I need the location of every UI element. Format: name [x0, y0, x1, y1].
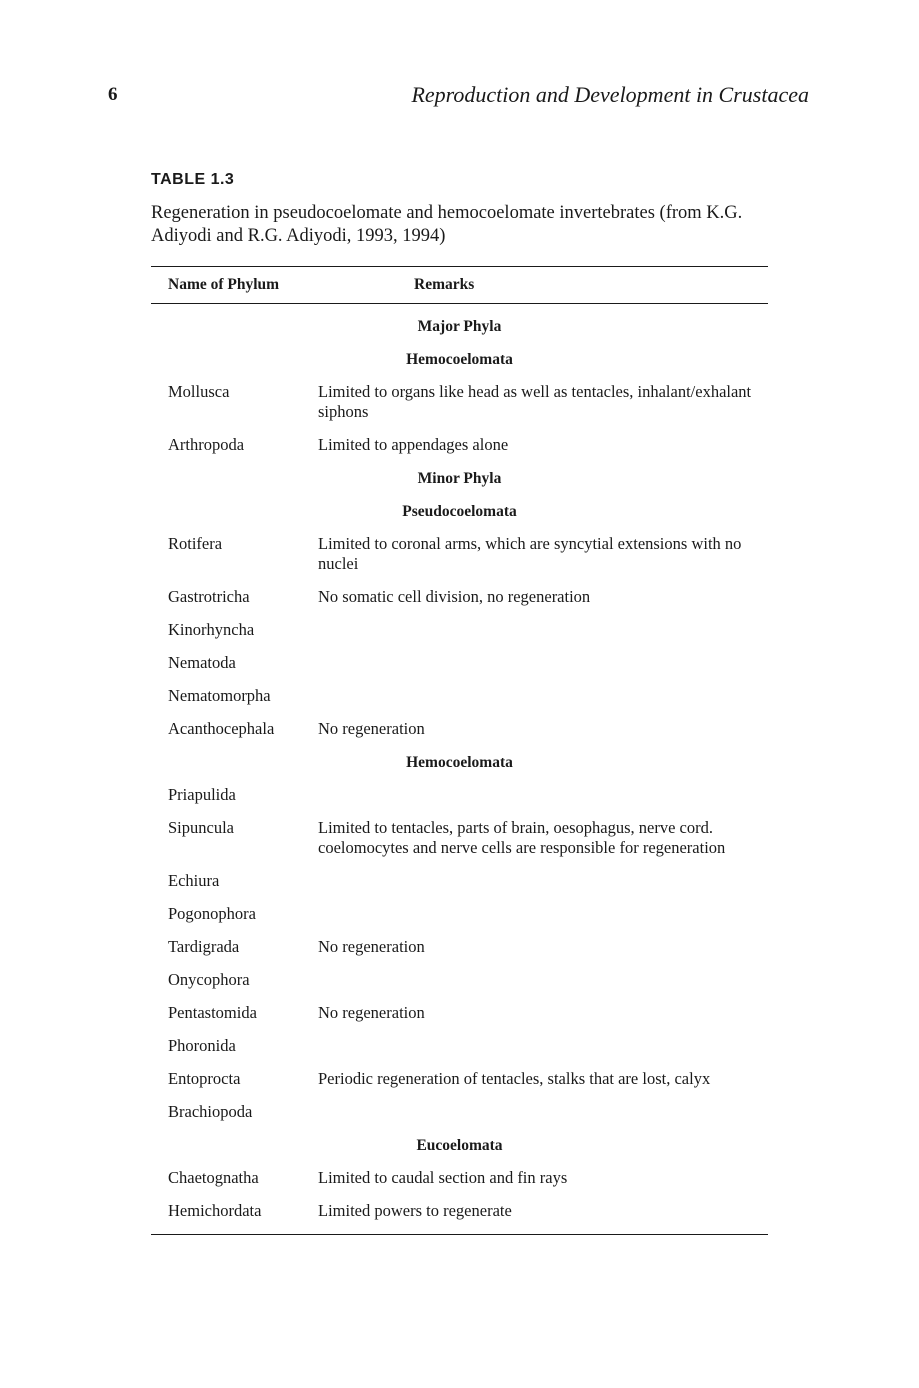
phylum-cell: Priapulida — [168, 785, 236, 804]
table-row — [151, 534, 768, 587]
remarks-cell: Limited to organs like head as well as tentacles, inhalant/exhalant siphons — [318, 382, 752, 421]
section-title: Eucoelomata — [416, 1137, 503, 1154]
table-row — [151, 1201, 768, 1234]
phylum-cell: Pentastomida — [168, 1003, 257, 1022]
table-row — [151, 1036, 768, 1069]
phylum-cell: Sipuncula — [168, 818, 234, 837]
phylum-cell: Entoprocta — [168, 1069, 241, 1088]
table-row — [151, 818, 768, 871]
remarks-cell: Limited to caudal section and fin rays — [318, 1168, 568, 1187]
table-row — [151, 435, 768, 468]
phylum-cell: Echiura — [168, 871, 220, 890]
phylum-cell: Kinorhyncha — [168, 620, 255, 639]
phylum-cell: Rotifera — [168, 534, 223, 553]
remarks-cell: No somatic cell division, no regeneration — [318, 587, 591, 606]
section-title: Major Phyla — [417, 318, 502, 335]
remarks-cell — [318, 1102, 768, 1135]
table-row — [151, 1102, 768, 1135]
phylum-cell: Tardigrada — [168, 937, 240, 956]
section-title: Hemocoelomata — [406, 754, 513, 771]
table-section-row — [151, 501, 768, 534]
running-title: Reproduction and Development in Crustacea — [411, 82, 809, 107]
table-section-row — [151, 752, 768, 785]
phylum-cell: Phoronida — [168, 1036, 236, 1055]
phylum-cell: Gastrotricha — [168, 587, 250, 606]
column-header-remarks: Remarks — [414, 276, 475, 293]
phylum-cell: Onycophora — [168, 970, 250, 989]
table-section-row — [151, 1135, 768, 1168]
phylum-cell: Chaetognatha — [168, 1168, 259, 1187]
remarks-cell: Limited to coronal arms, which are syncytial extensions with no nuclei — [318, 534, 742, 573]
table-section-row — [151, 349, 768, 382]
phylum-cell: Mollusca — [168, 382, 230, 401]
table-row — [151, 620, 768, 653]
remarks-cell — [318, 653, 768, 686]
table-row — [151, 1069, 768, 1102]
phylum-cell: Arthropoda — [168, 435, 245, 454]
table-header-rule — [151, 303, 768, 304]
table-body — [151, 316, 768, 1234]
table-top-rule — [151, 266, 768, 267]
table-row — [151, 719, 768, 752]
remarks-cell — [318, 620, 768, 653]
table-label: TABLE 1.3 — [151, 171, 235, 188]
phylum-cell: Pogonophora — [168, 904, 256, 923]
remarks-cell: Limited to appendages alone — [318, 435, 509, 454]
remarks-cell: Periodic regeneration of tentacles, stalks that are lost, calyx — [318, 1069, 711, 1088]
remarks-cell — [318, 785, 768, 818]
remarks-cell: No regeneration — [318, 937, 425, 956]
remarks-cell: No regeneration — [318, 1003, 425, 1022]
phylum-cell: Nematoda — [168, 653, 236, 672]
remarks-cell: Limited powers to regenerate — [318, 1201, 512, 1220]
table-section-row — [151, 468, 768, 501]
remarks-cell — [318, 904, 768, 937]
remarks-cell — [318, 1036, 768, 1069]
table-row — [151, 785, 768, 818]
table-row — [151, 587, 768, 620]
table-row — [151, 382, 768, 435]
column-header-phylum: Name of Phylum — [168, 276, 280, 293]
table-row — [151, 871, 768, 904]
remarks-cell — [318, 686, 768, 719]
phylum-cell: Nematomorpha — [168, 686, 271, 705]
table-row — [151, 1168, 768, 1201]
remarks-cell: No regeneration — [318, 719, 425, 738]
section-title: Hemocoelomata — [406, 351, 513, 368]
phylum-cell: Hemichordata — [168, 1201, 262, 1220]
table-row — [151, 653, 768, 686]
remarks-cell — [318, 970, 768, 1003]
table-row — [151, 970, 768, 1003]
phylum-cell: Brachiopoda — [168, 1102, 253, 1121]
section-title: Minor Phyla — [417, 470, 502, 487]
remarks-cell — [318, 871, 768, 904]
table-row — [151, 686, 768, 719]
remarks-cell: Limited to tentacles, parts of brain, oesophagus, nerve cord. coelomocytes and nerve cells are responsible for regeneration — [318, 818, 726, 857]
section-title: Pseudocoelomata — [402, 503, 517, 520]
table-section-row — [151, 316, 768, 349]
table-row — [151, 904, 768, 937]
table-row — [151, 937, 768, 970]
table-caption: Regeneration in pseudocoelomate and hemocoelomate invertebrates (from K.G. Adiyodi and R.G. Adiyodi, 1993, 1994) — [151, 203, 743, 246]
table-bottom-rule — [151, 1234, 768, 1235]
phylum-cell: Acanthocephala — [168, 719, 275, 738]
table-row — [151, 1003, 768, 1036]
page-number: 6 — [108, 84, 118, 105]
